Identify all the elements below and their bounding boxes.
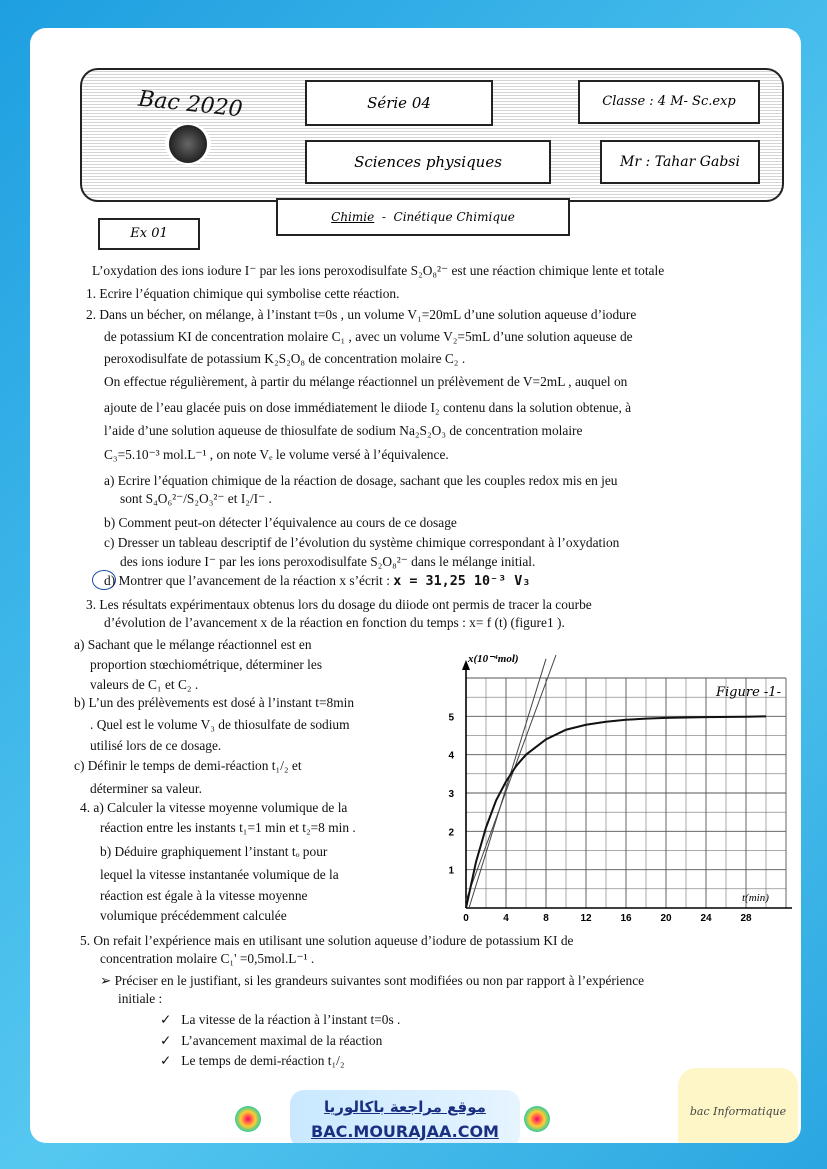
footer-logo-left-icon	[235, 1106, 261, 1132]
question-2d	[104, 574, 530, 588]
tangent-line	[469, 659, 546, 908]
intro-text: L’oxydation des ions iodure I⁻ par les ions peroxodisulfate S₂O₈²⁻ est une réaction chimique lente et totale	[92, 263, 665, 278]
bac-title: Bac 2020	[136, 86, 244, 123]
question-2-line-1: 2. Dans un bécher, on mélange, à l’instant t=0s , un volume V₁=20mL d’une solution aqueuse d’iodure	[86, 307, 637, 322]
question-4b-line-4: volumique précédemment calculée	[100, 908, 287, 923]
serie-label: Série 04	[367, 94, 431, 112]
cinetique-label: Cinétique Chimique	[393, 210, 515, 224]
question-3b-line-2: . Quel est le volume V₃ de thiosulfate de sodium	[90, 717, 350, 732]
question-2d-text: d) Montrer que l’avancement de la réaction x s’écrit :	[104, 573, 390, 588]
question-2b: b) Comment peut-on détecter l’équivalence au cours de ce dosage	[104, 515, 457, 530]
question-5-item-2	[160, 1034, 382, 1047]
question-4b-line-2: lequel la vitesse instantanée volumique de la	[100, 867, 339, 882]
y-tick-label: 3	[448, 789, 454, 800]
chapter-box: Chimie - Cinétique Chimique	[276, 198, 570, 236]
footer-logo-right-icon	[524, 1106, 550, 1132]
question-5-item-3	[160, 1054, 345, 1067]
prof-label: Mr : Tahar Gabsi	[620, 154, 740, 170]
classe-box	[578, 80, 760, 124]
x-axis-label: t(min)	[742, 892, 769, 904]
question-5-line-1: 5. On refait l’expérience mais en utilisant une solution aqueuse d’iodure de potassium KI de	[80, 933, 574, 948]
question-3a-line-3: valeurs de C₁ et C₂ .	[90, 677, 199, 692]
tangent-line	[466, 655, 556, 900]
question-4a-line-2: réaction entre les instants t₁=1 min et t₂=8 min .	[100, 820, 356, 835]
x-tick-label: 16	[620, 913, 632, 924]
chart-title: Figure -1-	[716, 685, 781, 700]
x-tick-label: 0	[463, 913, 469, 924]
question-5-prompt-line-1: ➢ Préciser en le justifiant, si les grandeurs suivantes sont modifiées ou non par rapport à l’expérience	[100, 973, 645, 988]
x-tick-label: 12	[580, 913, 592, 924]
footer-site: BAC.MOURAJAA.COM	[311, 1122, 499, 1141]
question-2c-line-1: c) Dresser un tableau descriptif de l’évolution du système chimique correspondant à l’oxydation	[104, 535, 620, 550]
y-tick-label: 1	[448, 865, 454, 877]
question-2-line-5: ajoute de l’eau glacée puis on dose immédiatement le diiode I₂ contenu dans la solution obtenue, à	[104, 400, 632, 415]
classe-label: Classe : 4 M- Sc.exp	[602, 94, 736, 109]
chimie-label: Chimie	[331, 210, 375, 224]
question-5-item-2-text: L’avancement maximal de la réaction	[181, 1033, 383, 1048]
question-4b-line-1: b) Déduire graphiquement l’instant tₒ pour	[100, 844, 328, 859]
question-3b-line-1: b) L’un des prélèvements est dosé à l’instant t=8min	[74, 695, 355, 710]
figure-1-chart	[408, 642, 798, 924]
check-icon: ✓	[160, 1053, 172, 1068]
question-5-prompt-line-2: initiale :	[118, 991, 163, 1006]
footer-arabic: موقع مراجعة باكالوريا	[324, 1098, 486, 1116]
question-2a-line-1: a) Ecrire l’équation chimique de la réaction de dosage, sachant que les couples redox mis en jeu	[104, 473, 618, 488]
question-3c-line-1: c) Définir le temps de demi-réaction t₁/₂ et	[74, 758, 302, 773]
x-tick-label: 4	[503, 913, 509, 924]
y-axis-label: x(10⁻⁴mol)	[468, 653, 519, 665]
badge-text: bac Informatique	[689, 1105, 787, 1118]
prof-box	[600, 140, 760, 184]
question-3b-line-3: utilisé lors de ce dosage.	[90, 738, 222, 753]
question-5-item-1	[160, 1013, 400, 1026]
x-tick-label: 28	[740, 913, 752, 924]
question-2-line-2: de potassium KI de concentration molaire C₁ , avec un volume V₂=5mL d’une solution aqueuse de	[104, 329, 633, 344]
question-3a-line-1: a) Sachant que le mélange réactionnel est en	[74, 637, 312, 652]
y-tick-label: 2	[448, 827, 454, 839]
y-tick-label: 5	[448, 712, 454, 724]
question-5-item-3-text: Le temps de demi-réaction t₁/₂	[181, 1053, 345, 1068]
question-3-line-2: d’évolution de l’avancement x de la réaction en fonction du temps : x= f (t) (figure1 ).	[104, 615, 565, 630]
question-2d-formula: x = 31,25 10⁻³ V₃	[393, 574, 531, 589]
document-page	[30, 28, 801, 1143]
x-tick-label: 24	[700, 913, 712, 924]
serie-box	[305, 80, 493, 126]
check-icon: ✓	[160, 1012, 172, 1027]
bac-informatique-badge	[678, 1068, 798, 1143]
y-tick-label: 4	[448, 750, 454, 762]
matiere-label: Sciences physiques	[354, 153, 502, 171]
question-3a-line-2: proportion stœchiométrique, déterminer les	[90, 657, 323, 672]
logo-emblem	[165, 123, 211, 165]
question-5-item-1-text: La vitesse de la réaction à l’instant t=0s .	[181, 1012, 401, 1027]
x-tick-label: 20	[660, 913, 672, 924]
exercise-box	[98, 218, 200, 250]
question-2-line-7: C₃=5.10⁻³ mol.L⁻¹ , on note Vₑ le volume versé à l’équivalence.	[104, 447, 449, 462]
question-1: 1. Ecrire l’équation chimique qui symbolise cette réaction.	[86, 286, 400, 301]
question-2-line-6: l’aide d’une solution aqueuse de thiosulfate de sodium Na₂S₂O₃ de concentration molaire	[104, 423, 583, 438]
question-2a-line-2: sont S₄O₆²⁻/S₂O₃²⁻ et I₂/I⁻ .	[120, 491, 272, 506]
question-4a-line-1: 4. a) Calculer la vitesse moyenne volumique de la	[80, 800, 348, 815]
footer-site-banner[interactable]	[290, 1090, 520, 1143]
exercise-label: Ex 01	[130, 226, 168, 241]
check-icon: ✓	[160, 1033, 172, 1048]
question-4b-line-3: réaction est égale à la vitesse moyenne	[100, 888, 308, 903]
question-2-line-4: On effectue régulièrement, à partir du mélange réactionnel un prélèvement de V=2mL , auquel on	[104, 374, 628, 389]
question-3-line-1: 3. Les résultats expérimentaux obtenus lors du dosage du diiode ont permis de tracer la courbe	[86, 597, 592, 612]
matiere-box	[305, 140, 551, 184]
x-tick-label: 8	[543, 913, 549, 924]
question-3c-line-2: déterminer sa valeur.	[90, 781, 202, 796]
question-5-line-2: concentration molaire C₁' =0,5mol.L⁻¹ .	[100, 951, 315, 966]
question-2-line-3: peroxodisulfate de potassium K₂S₂O₈ de concentration molaire C₂ .	[104, 351, 466, 366]
question-2c-line-2: des ions iodure I⁻ par les ions peroxodisulfate S₂O₈²⁻ dans le mélange initial.	[120, 554, 536, 569]
question-5-prompt-text: Préciser en le justifiant, si les grandeurs suivantes sont modifiées ou non par rapport à l’expérience	[114, 973, 645, 988]
